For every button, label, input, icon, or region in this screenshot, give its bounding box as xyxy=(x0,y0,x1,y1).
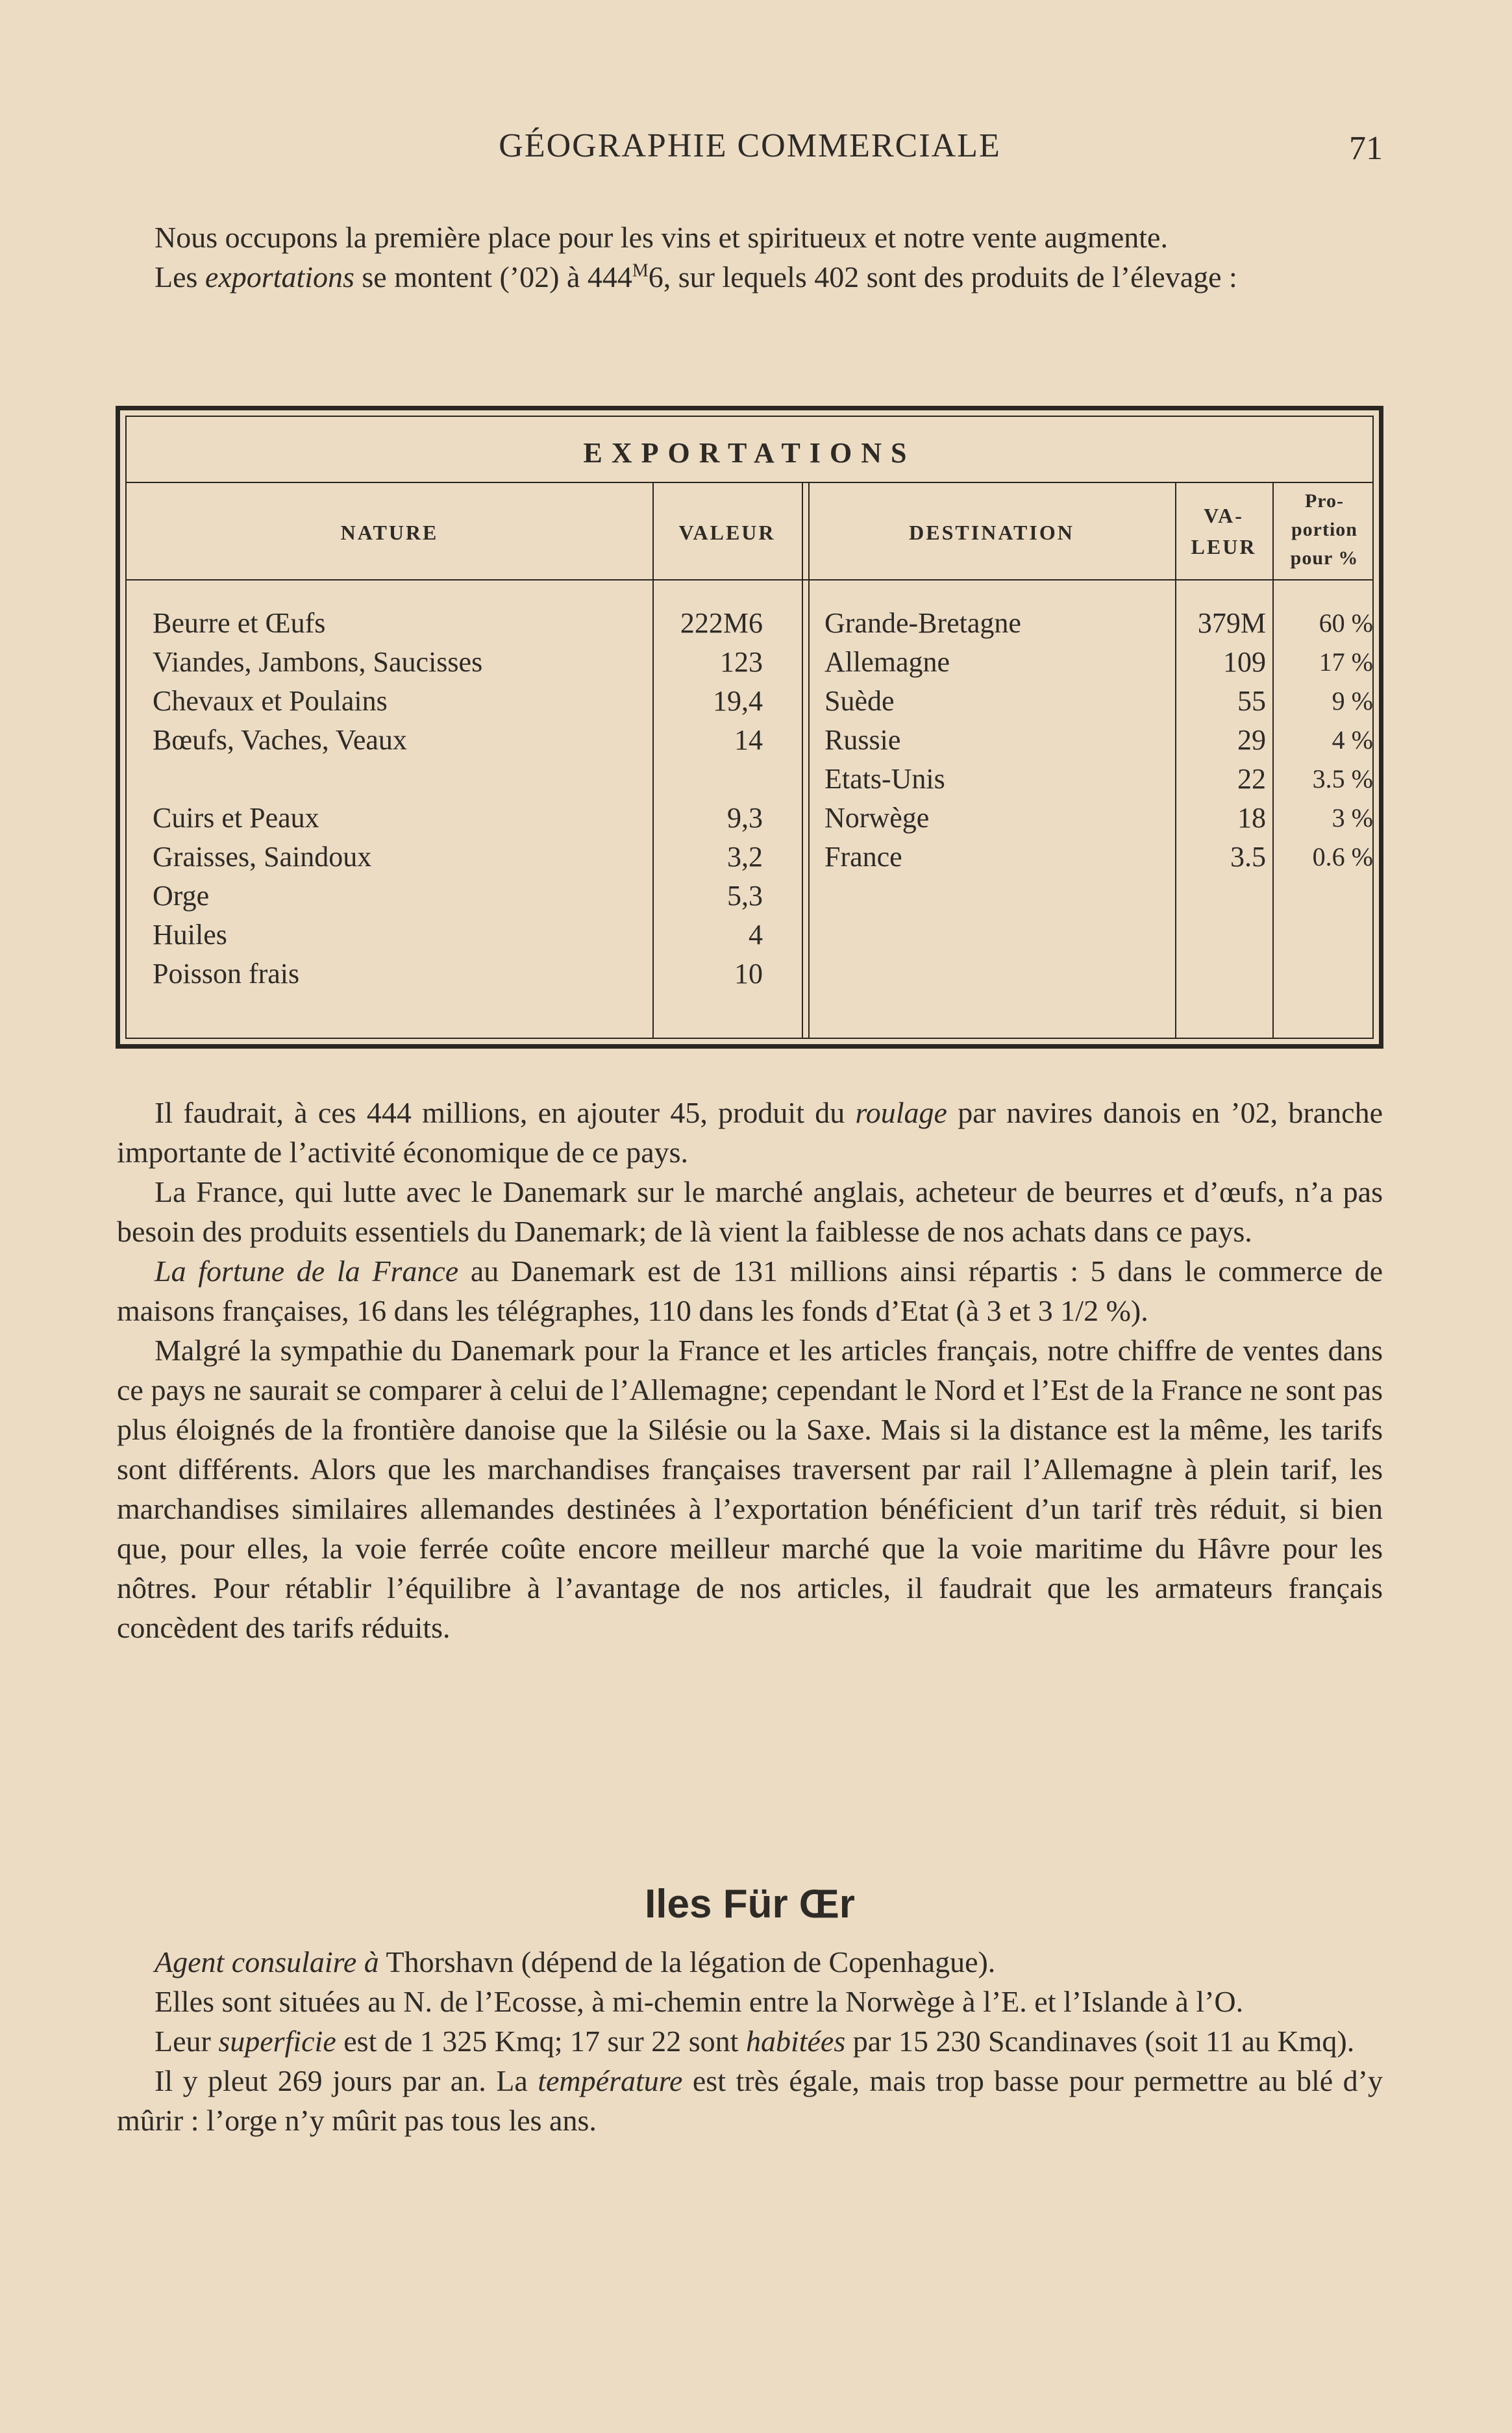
body-paragraph-2: La France, qui lutte avec le Danemark sur le marché anglais, acheteur de beurres et d’œufs, n’a pas besoin des produits essentiels du Danemark; de là vient la faiblesse de nos achats dans ce pays. xyxy=(117,1175,1383,1248)
section-agent-italic: Agent consulaire à xyxy=(155,1945,379,1978)
running-title: GÉOGRAPHIE COMMERCIALE xyxy=(499,127,1001,164)
valeur-2-cell: 379M xyxy=(1197,607,1266,639)
section-paragraph-2 xyxy=(117,2021,1383,2061)
section-p2-part-b: est de 1 325 Kmq; 17 sur 22 sont xyxy=(336,2025,746,2058)
intro-p2-italic: exportations xyxy=(204,260,354,293)
nature-cell xyxy=(153,760,646,799)
valeur-cell: 10 xyxy=(734,958,763,990)
proportion-cell: 60 % xyxy=(1319,608,1373,638)
nature-cell: Graisses, Saindoux xyxy=(153,841,372,873)
destination-cell: Russie xyxy=(824,724,901,756)
nature-cell: Orge xyxy=(153,880,210,912)
caption-divider xyxy=(127,482,1372,483)
section-title: Iles Für Œr xyxy=(645,1882,855,1927)
destination-cell: Suède xyxy=(824,685,895,717)
valeur-cell: 5,3 xyxy=(727,880,763,912)
header-valeur: VALEUR xyxy=(678,521,776,544)
section-p2-part-c: par 15 230 Scandinaves (soit 11 au Kmq). xyxy=(845,2025,1355,2058)
section-paragraph-3 xyxy=(117,2061,1383,2140)
body-p3-fraction: 1/2 % xyxy=(1060,1294,1131,1327)
destination-cell: France xyxy=(824,841,902,873)
section-p2-italic-2: habitées xyxy=(745,2025,846,2058)
header-valeur-2-line1: VA- xyxy=(1204,504,1244,527)
intro-p2-part-c: 6, sur lequels 402 sont des produits de l’élevage : xyxy=(648,260,1237,293)
valeur-2-cell: 109 xyxy=(1223,646,1266,678)
intro-p2-part-b: se montent (’02) à 444 xyxy=(354,260,632,293)
valeur-2-cell: 3.5 xyxy=(1230,841,1266,873)
intro-paragraph-1: Nous occupons la première place pour les vins et spiritueux et notre vente augmente. xyxy=(155,221,1168,254)
nature-cell: Poisson frais xyxy=(153,958,300,990)
valeur-2-cell: 29 xyxy=(1237,724,1266,756)
table-caption: EXPORTATIONS xyxy=(583,437,916,469)
nature-cell: Chevaux et Poulains xyxy=(153,685,388,717)
valeur-2-column xyxy=(1178,604,1266,877)
nature-cell: Viandes, Jambons, Saucisses xyxy=(153,646,483,678)
header-proportion-line1: Pro- xyxy=(1304,490,1345,512)
header-divider xyxy=(127,579,1372,580)
column-divider-1 xyxy=(652,482,654,1038)
intro-p2-sup: M xyxy=(632,260,649,281)
valeur-2-cell: 18 xyxy=(1237,802,1266,834)
section-p3-part-b: est très égale, mais trop basse pour permettre au blé d’y mûrir : l’orge n’y mûrit pas tous les ans. xyxy=(117,2064,1383,2137)
body-p3-italic: La fortune de la France xyxy=(155,1254,459,1288)
page-number: 71 xyxy=(1349,130,1383,167)
valeur-cell: 19,4 xyxy=(713,685,763,717)
destination-cell: Grande-Bretagne xyxy=(824,607,1021,639)
valeur-cell: 222M6 xyxy=(680,607,763,639)
destination-cell: Allemagne xyxy=(824,646,950,678)
valeur-cell: 123 xyxy=(720,646,763,678)
column-divider-3 xyxy=(808,482,810,1038)
nature-cell: Huiles xyxy=(153,919,227,951)
body-paragraph-3 xyxy=(117,1251,1383,1330)
proportion-cell: 0.6 % xyxy=(1312,842,1373,871)
section-agent-line xyxy=(117,1942,1383,1982)
nature-cell: Cuirs et Peaux xyxy=(153,802,319,834)
body-p1-italic: roulage xyxy=(855,1096,947,1129)
proportion-cell: 3.5 % xyxy=(1312,764,1373,793)
valeur-cell: 14 xyxy=(734,724,763,756)
header-valeur-2 xyxy=(1175,500,1272,562)
header-proportion-line2: portion xyxy=(1291,519,1357,540)
section-p2-italic-1: superficie xyxy=(218,2025,336,2058)
column-divider-4 xyxy=(1175,482,1176,1038)
section-agent-rest: Thorshavn (dépend de la légation de Copenhague). xyxy=(378,1945,996,1978)
nature-cell: Bœufs, Vaches, Veaux xyxy=(153,724,407,756)
header-proportion-line3: pour % xyxy=(1290,547,1359,569)
running-head xyxy=(117,127,1383,172)
proportion-cell: 17 % xyxy=(1319,647,1373,677)
intro-paragraph-2 xyxy=(117,257,1383,297)
header-valeur-2-line2: LEUR xyxy=(1191,535,1257,558)
valeur-cell: 9,3 xyxy=(727,802,763,834)
intro-text xyxy=(117,218,1383,297)
header-destination: DESTINATION xyxy=(909,521,1074,544)
destination-cell: Etats-Unis xyxy=(824,763,945,795)
header-nature: NATURE xyxy=(340,521,439,544)
proportion-cell: 4 % xyxy=(1332,725,1373,755)
valeur-cell: 3,2 xyxy=(727,841,763,873)
valeur-2-cell: 22 xyxy=(1237,763,1266,795)
valeur-2-cell: 55 xyxy=(1237,685,1266,717)
body-p3-part-b: ). xyxy=(1130,1294,1148,1327)
body-paragraph-1 xyxy=(117,1093,1383,1172)
section-p2-part-a: Leur xyxy=(155,2025,219,2058)
section-paragraph-1: Elles sont situées au N. de l’Ecosse, à mi-chemin entre la Norwège à l’E. et l’Islande à l’O. xyxy=(155,1985,1244,2018)
header-proportion xyxy=(1272,487,1376,573)
destination-column xyxy=(824,604,1169,877)
section-p3-italic: température xyxy=(538,2064,683,2097)
proportion-cell: 3 % xyxy=(1332,803,1373,832)
column-divider-2 xyxy=(802,482,803,1038)
body-text xyxy=(117,1093,1383,1647)
nature-column xyxy=(153,604,646,993)
body-paragraph-4: Malgré la sympathie du Danemark pour la France et les articles français, notre chiffre de ventes dans ce pays ne saurait se comparer à celui de l’Allemagne; cependant le Nord et l’Est de la France ne sont pas plus éloignés de la frontière danoise que la Silésie ou la Saxe. Mais si la distance est la même, les tarifs sont différents. Alors que les marchandises françaises traversent par rail l’Allemagne à plein tarif, les marchandises similaires allemandes destinées à l’exportation bénéficient d’un tarif très réduit, si bien que, pour elles, la voie ferrée coûte encore meilleur marché que la voie maritime du Hâvre pour les nôtres. Pour rétablir l’équilibre à l’avantage de nos articles, il faudrait que les armateurs français concèdent des tarifs réduits. xyxy=(117,1334,1383,1644)
valeur-cell: 4 xyxy=(749,919,763,951)
intro-p2-part-a: Les xyxy=(155,260,205,293)
faroe-section xyxy=(117,1878,1383,2140)
body-p1-part-b: par navires danois en ’02, branche importante de l’activité économique de ce pays. xyxy=(117,1096,1383,1169)
nature-cell: Beurre et Œufs xyxy=(153,607,326,639)
body-p3-part-a: au Danemark est de 131 millions ainsi répartis : 5 dans le commerce de maisons françaises, 16 dans les télégraphes, 110 dans les fonds d’Etat (à 3 et 3 xyxy=(117,1254,1383,1327)
table-inner-border xyxy=(125,416,1374,1039)
destination-cell: Norwège xyxy=(824,802,930,834)
proportion-column xyxy=(1276,604,1373,877)
body-p1-part-a: Il faudrait, à ces 444 millions, en ajouter 45, produit du xyxy=(155,1096,856,1129)
proportion-cell: 9 % xyxy=(1332,686,1373,716)
exportations-table xyxy=(116,406,1383,1049)
section-p3-part-a: Il y pleut 269 jours par an. La xyxy=(155,2064,538,2097)
valeur-column xyxy=(659,604,763,993)
valeur-cell xyxy=(659,760,763,799)
